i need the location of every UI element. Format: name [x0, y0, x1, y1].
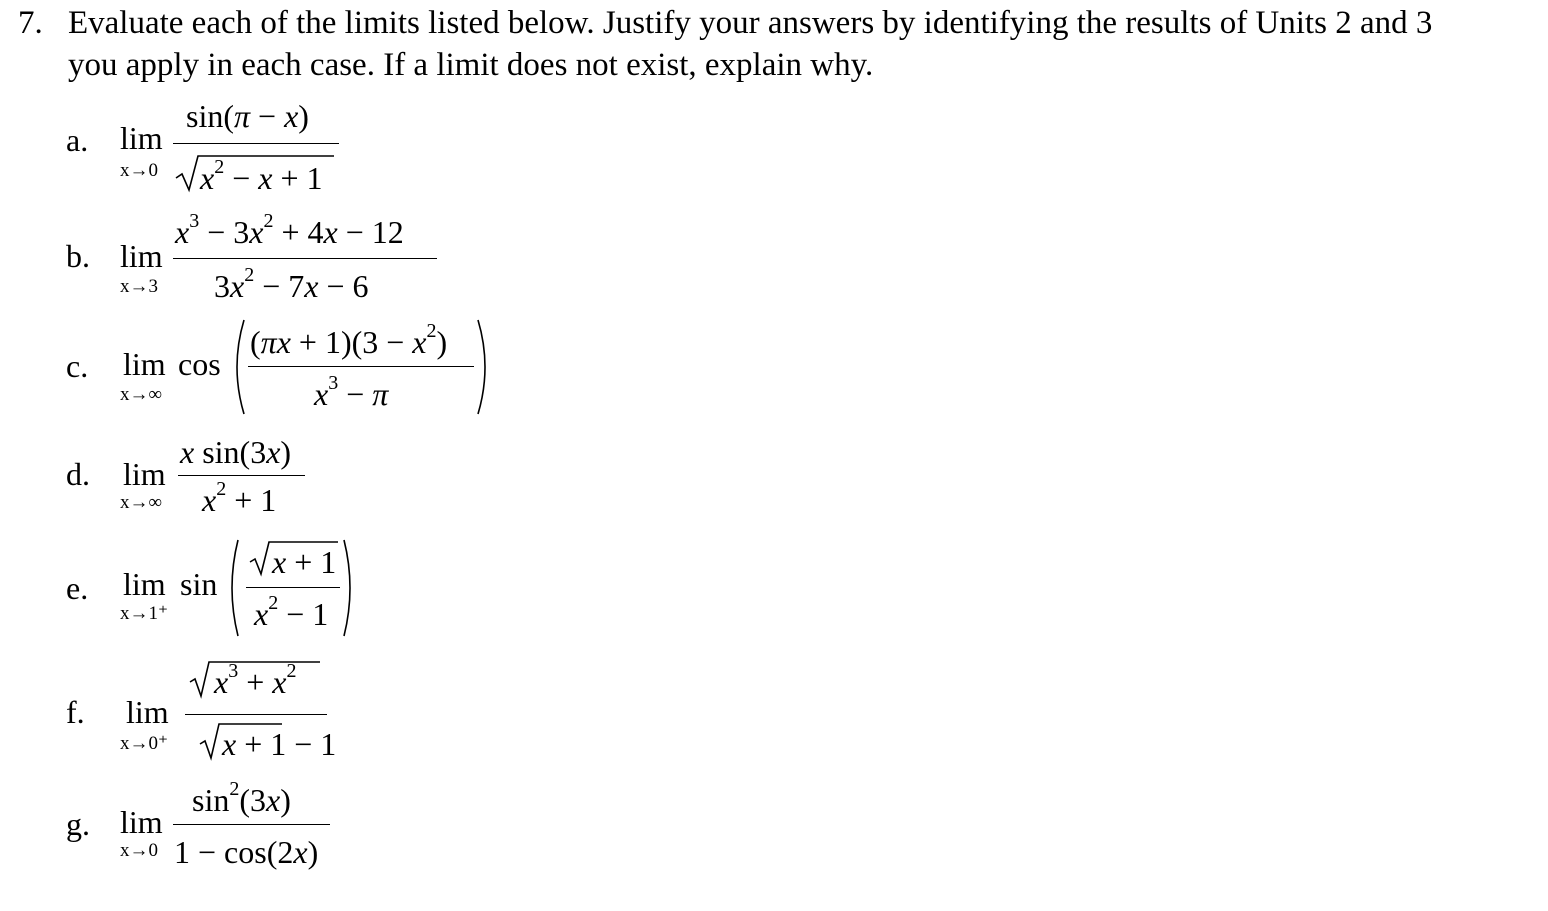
numerator: $(\pi x + 1)(3 - x^2)$: [250, 320, 448, 360]
limit-subscript: x→0: [120, 840, 158, 861]
part-label: b.: [66, 238, 90, 274]
problem-number: 7.: [18, 5, 43, 41]
part-label: a.: [66, 122, 89, 158]
denominator: $x^2 - x + 1$: [200, 156, 323, 196]
numerator: $\sin^2(3x)$: [192, 778, 291, 818]
denominator: 1 − cos(2x): [174, 834, 319, 870]
part-label: f.: [66, 694, 85, 730]
fraction-bar: [173, 824, 330, 825]
cos-function: cos: [178, 346, 221, 382]
fraction-bar: [173, 258, 437, 259]
right-parenthesis: [342, 538, 358, 646]
denominator: $x^2 + 1$: [202, 478, 277, 518]
lim-operator: lim: [126, 694, 169, 730]
denominator: x + 1 − 1: [222, 726, 337, 762]
limit-subscript: x→∞: [120, 492, 163, 513]
limit-subscript: x→∞: [120, 384, 163, 405]
numerator: x + 1: [272, 544, 337, 580]
fraction-bar: [248, 366, 474, 367]
lim-operator: lim: [123, 456, 166, 492]
limit-subscript: x→3: [120, 276, 158, 297]
lim-operator: lim: [120, 804, 163, 840]
limit-subscript: x→0⁺: [120, 733, 169, 754]
lim-operator: lim: [123, 346, 166, 382]
part-label: c.: [66, 348, 89, 384]
lim-operator: lim: [123, 566, 166, 602]
part-label: e.: [66, 570, 89, 606]
fraction-bar: [246, 587, 340, 588]
part-label: g.: [66, 806, 90, 842]
sin-function: sin: [180, 566, 218, 602]
numerator: $x^3 - 3x^2 + 4x - 12$: [175, 210, 404, 250]
right-parenthesis: [476, 318, 494, 424]
numerator: x sin(3x): [180, 434, 292, 470]
problem-text-line-2: you apply in each case. If a limit does not exist, explain why.: [68, 47, 874, 83]
denominator: $3x^2 - 7x - 6$: [214, 264, 369, 304]
limit-subscript: x→1⁺: [120, 603, 169, 624]
fraction-bar: [185, 714, 327, 715]
left-parenthesis: [224, 538, 240, 646]
denominator: $x^3 - \pi$: [314, 372, 389, 412]
numerator: sin(π − x): [186, 98, 309, 134]
lim-operator: lim: [120, 120, 163, 156]
left-parenthesis: [228, 318, 246, 424]
problem-text-line-1: Evaluate each of the limits listed below. Justify your answers by identifying the results of Units 2 and 3: [68, 5, 1433, 41]
part-label: d.: [66, 456, 90, 492]
denominator: $x^2 - 1$: [254, 592, 329, 632]
limit-subscript: x→0: [120, 160, 158, 181]
numerator: $x^3 + x^2$: [214, 660, 297, 700]
fraction-bar: [173, 143, 339, 144]
lim-operator: lim: [120, 238, 163, 274]
fraction-bar: [178, 475, 305, 476]
